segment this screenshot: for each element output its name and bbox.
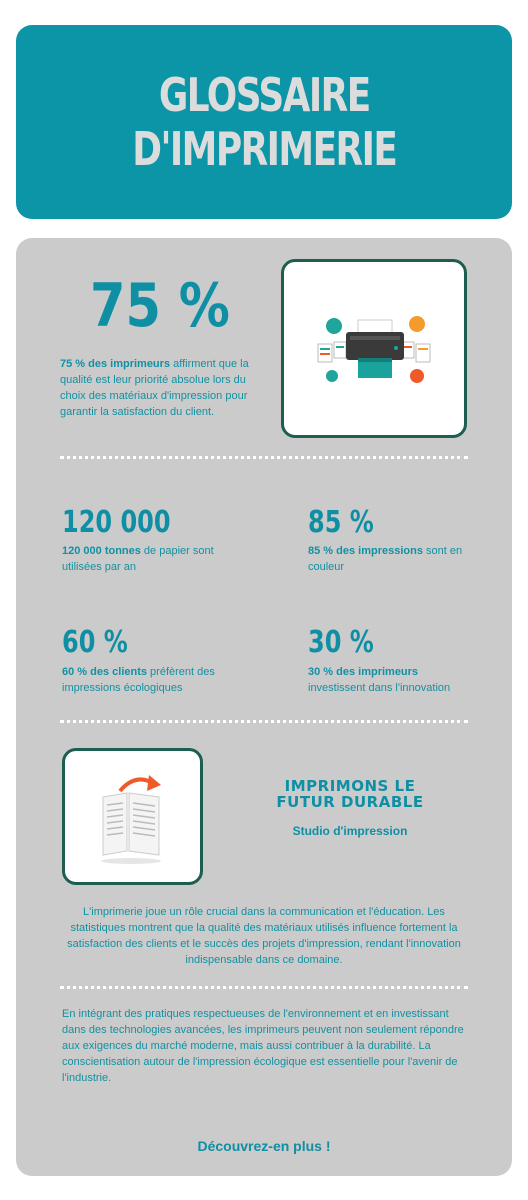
- stat-text: 60 % des clients préfèrent des impressions écologiques: [62, 666, 215, 694]
- hero-stat-text: 75 % des imprimeurs affirment que la qualité est leur priorité absolue lors du choix des matériaux d'impression pour garantir la satisfaction du client.: [60, 358, 249, 418]
- stat-text: 30 % des imprimeurs investissent dans l'innovation: [308, 666, 451, 694]
- divider: [60, 720, 468, 723]
- closing-paragraph: En intégrant des pratiques respectueuses de l'environnement et en investissant dans des technologies avancées, les imprimeurs peuvent non seulement répondre aux exigences du marché moderne, mais aussi contribuer à la durabilité. La conscientisation autour de l'impression écologique est essentielle pour l'avenir de l'industrie.: [62, 1008, 464, 1084]
- stat-value: 30 %: [308, 625, 374, 660]
- cta-title: IMPRIMONS LE FUTUR DURABLE: [276, 777, 424, 811]
- printer-icon: [284, 262, 464, 435]
- stat-value: 120 000: [62, 505, 171, 540]
- cta-subtitle: Studio d'impression: [292, 824, 408, 838]
- page-title: GLOSSAIRE D'IMPRIMERIE: [131, 68, 397, 176]
- hero-stat-value: 75 %: [90, 271, 230, 341]
- divider: [60, 456, 468, 459]
- intro-paragraph: L'imprimerie joue un rôle crucial dans la communication et l'éducation. Les statistiques montrent que la qualité des matériaux utilisés influence fortement la satisfaction des clients et le succès des projets d'impression, rendant l'innovation indispensable dans ce domaine.: [67, 906, 461, 966]
- stat-value: 60 %: [62, 625, 128, 660]
- stat-value: 85 %: [308, 505, 374, 540]
- header-banner: [16, 25, 512, 219]
- discover-more-link[interactable]: Découvrez-en plus !: [197, 1138, 331, 1154]
- divider: [60, 986, 468, 989]
- stat-text: 85 % des impressions sont en couleur: [308, 545, 463, 573]
- stat-text: 120 000 tonnes de papier sont utilisées par an: [62, 545, 214, 573]
- recycled-paper-icon: [65, 751, 200, 882]
- printer-image: [281, 259, 467, 438]
- recycled-paper-image: [62, 748, 203, 885]
